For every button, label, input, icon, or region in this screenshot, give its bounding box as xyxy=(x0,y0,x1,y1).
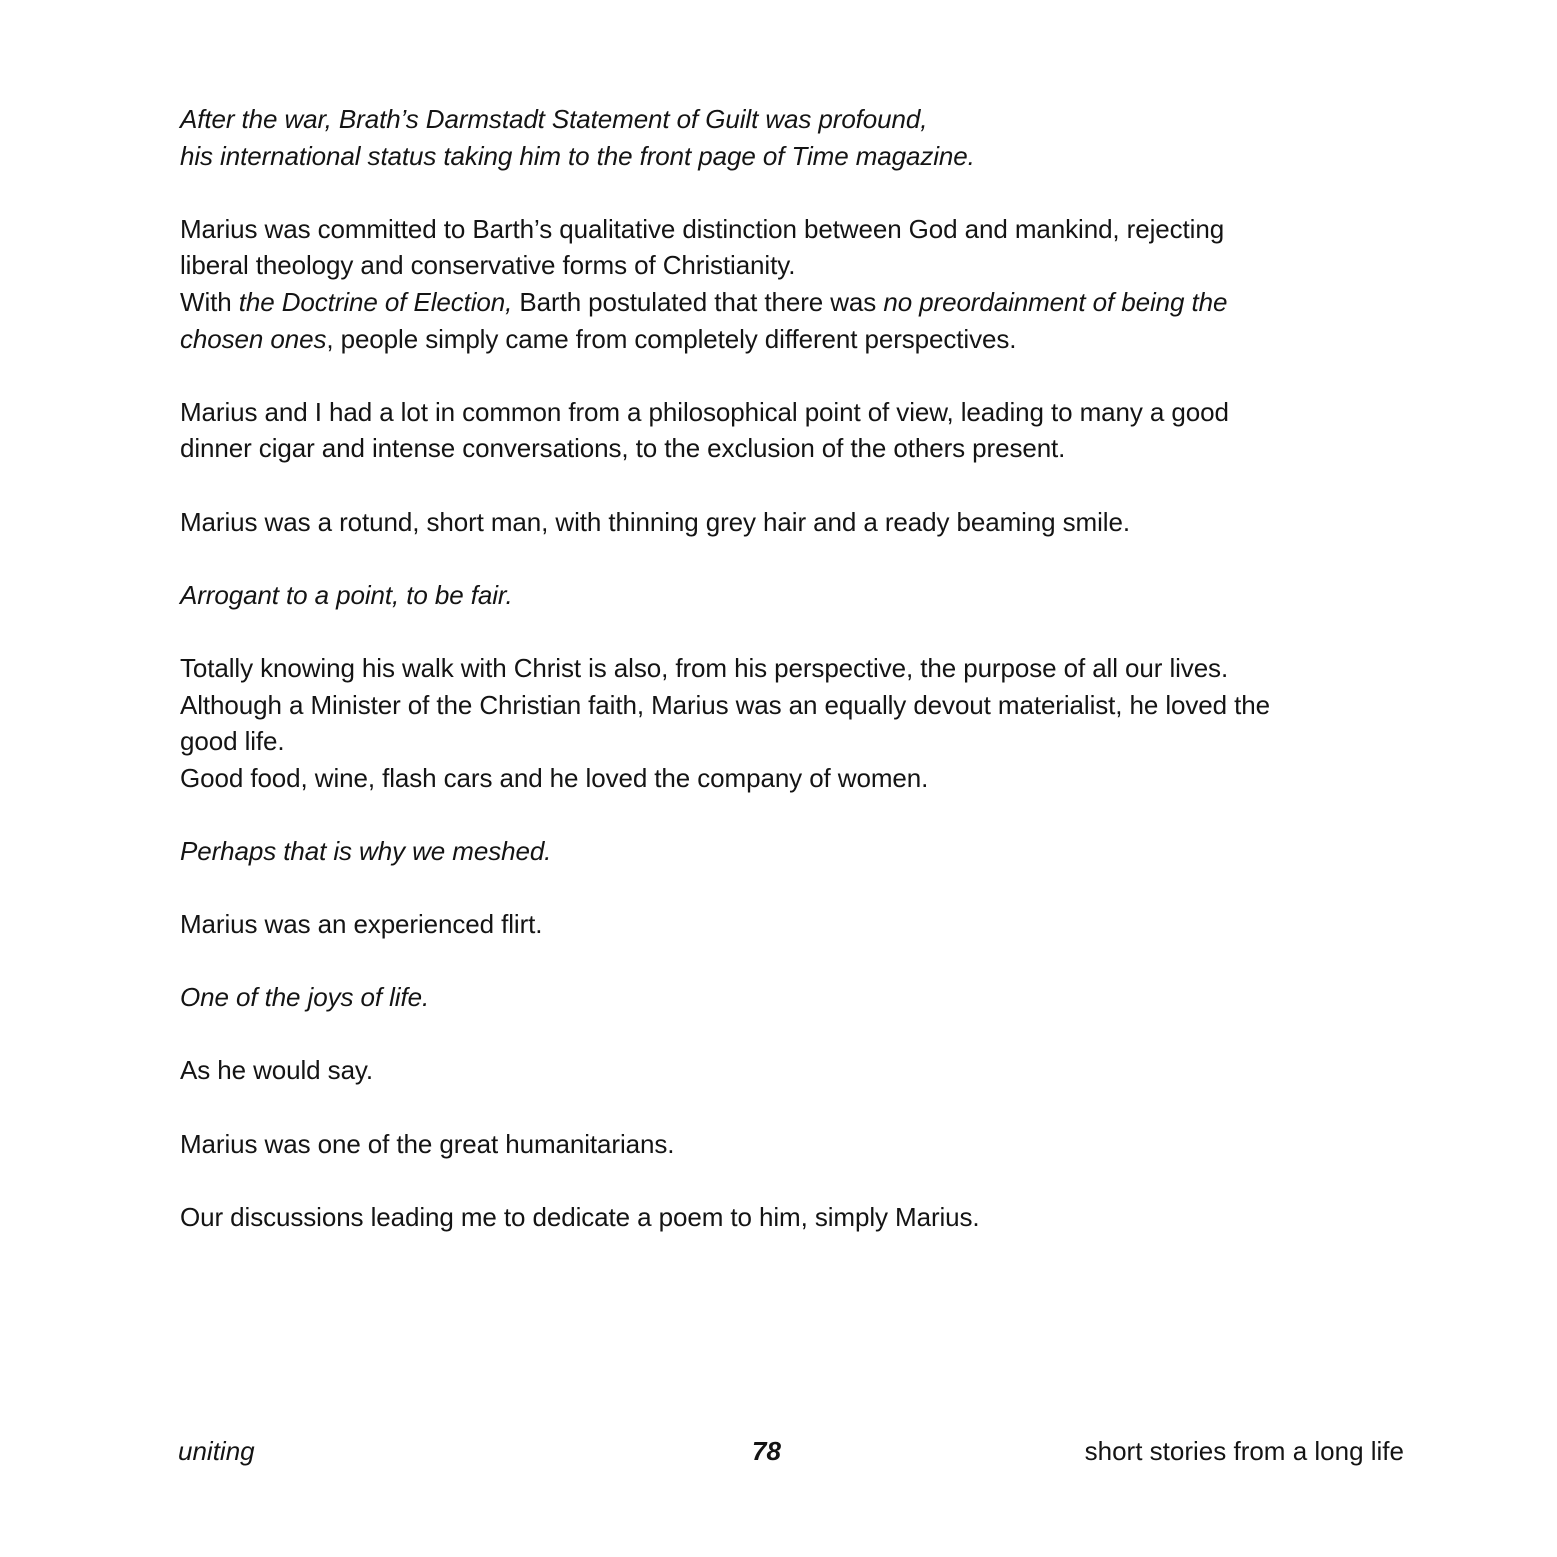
paragraph-7-line-1: Perhaps that is why we meshed. xyxy=(180,835,552,866)
paragraph-11 xyxy=(180,1126,1420,1163)
paragraph-2-line-3-c: Barth postulated that there was xyxy=(512,286,884,317)
paragraph-1 xyxy=(180,101,1420,174)
page-body xyxy=(180,101,1420,1272)
paragraph-12-line-1: Our discussions leading me to dedicate a poem to him, simply Marius. xyxy=(180,1201,980,1232)
doctrine-of-election-title: the Doctrine of Election, xyxy=(238,286,513,317)
paragraph-3-line-1: Marius and I had a lot in common from a philosophical point of view, leading to many a good xyxy=(180,396,1229,427)
paragraph-2-line-3 xyxy=(180,284,1420,321)
paragraph-9-line-1: One of the joys of life. xyxy=(180,982,430,1013)
paragraph-2-line-4 xyxy=(180,321,1420,358)
paragraph-10-line-1: As he would say. xyxy=(180,1055,374,1086)
page-footer xyxy=(0,1433,1557,1473)
paragraph-2-line-3-d: no preordainment of being the xyxy=(883,286,1228,317)
paragraph-11-line-1: Marius was one of the great humanitarians. xyxy=(180,1128,675,1159)
paragraph-6-line-1: Totally knowing his walk with Christ is also, from his perspective, the purpose of all our lives. xyxy=(180,652,1229,683)
paragraph-10 xyxy=(180,1052,1420,1089)
paragraph-3 xyxy=(180,394,1420,467)
paragraph-8 xyxy=(180,906,1420,943)
paragraph-2 xyxy=(180,211,1420,357)
paragraph-8-line-1: Marius was an experienced flirt. xyxy=(180,909,543,940)
paragraph-1-line-1: After the war, Brath’s Darmstadt Statement of Guilt was profound, xyxy=(180,104,928,134)
paragraph-1-line-2: his international status taking him to the front page of Time magazine. xyxy=(180,140,975,171)
paragraph-3-line-2: dinner cigar and intense conversations, to the exclusion of the others present. xyxy=(180,433,1066,464)
paragraph-5-line-1: Arrogant to a point, to be fair. xyxy=(180,579,513,610)
paragraph-2-line-1: Marius was committed to Barth’s qualitative distinction between God and mankind, rejecting xyxy=(180,213,1225,244)
paragraph-7 xyxy=(180,833,1420,870)
page-number: 78 xyxy=(752,1436,781,1466)
paragraph-4 xyxy=(180,504,1420,541)
paragraph-6-line-2: Although a Minister of the Christian faith, Marius was an equally devout materialist, he loved the xyxy=(180,689,1270,720)
paragraph-5 xyxy=(180,577,1420,614)
paragraph-2-line-3-a: With xyxy=(180,286,239,317)
paragraph-2-line-4-a: chosen ones xyxy=(180,323,327,354)
paragraph-9 xyxy=(180,979,1420,1016)
footer-section-title: uniting xyxy=(178,1436,255,1466)
paragraph-4-line-1: Marius was a rotund, short man, with thinning grey hair and a ready beaming smile. xyxy=(180,506,1130,537)
paragraph-6-line-4: Good food, wine, flash cars and he loved the company of women. xyxy=(180,762,929,793)
paragraph-2-line-2: liberal theology and conservative forms of Christianity. xyxy=(180,250,796,281)
paragraph-12 xyxy=(180,1199,1420,1236)
paragraph-2-line-4-b: , people simply came from completely different perspectives. xyxy=(326,323,1017,354)
footer-book-title: short stories from a long life xyxy=(1084,1436,1404,1466)
paragraph-6-line-3: good life. xyxy=(180,726,285,757)
paragraph-6 xyxy=(180,650,1420,796)
